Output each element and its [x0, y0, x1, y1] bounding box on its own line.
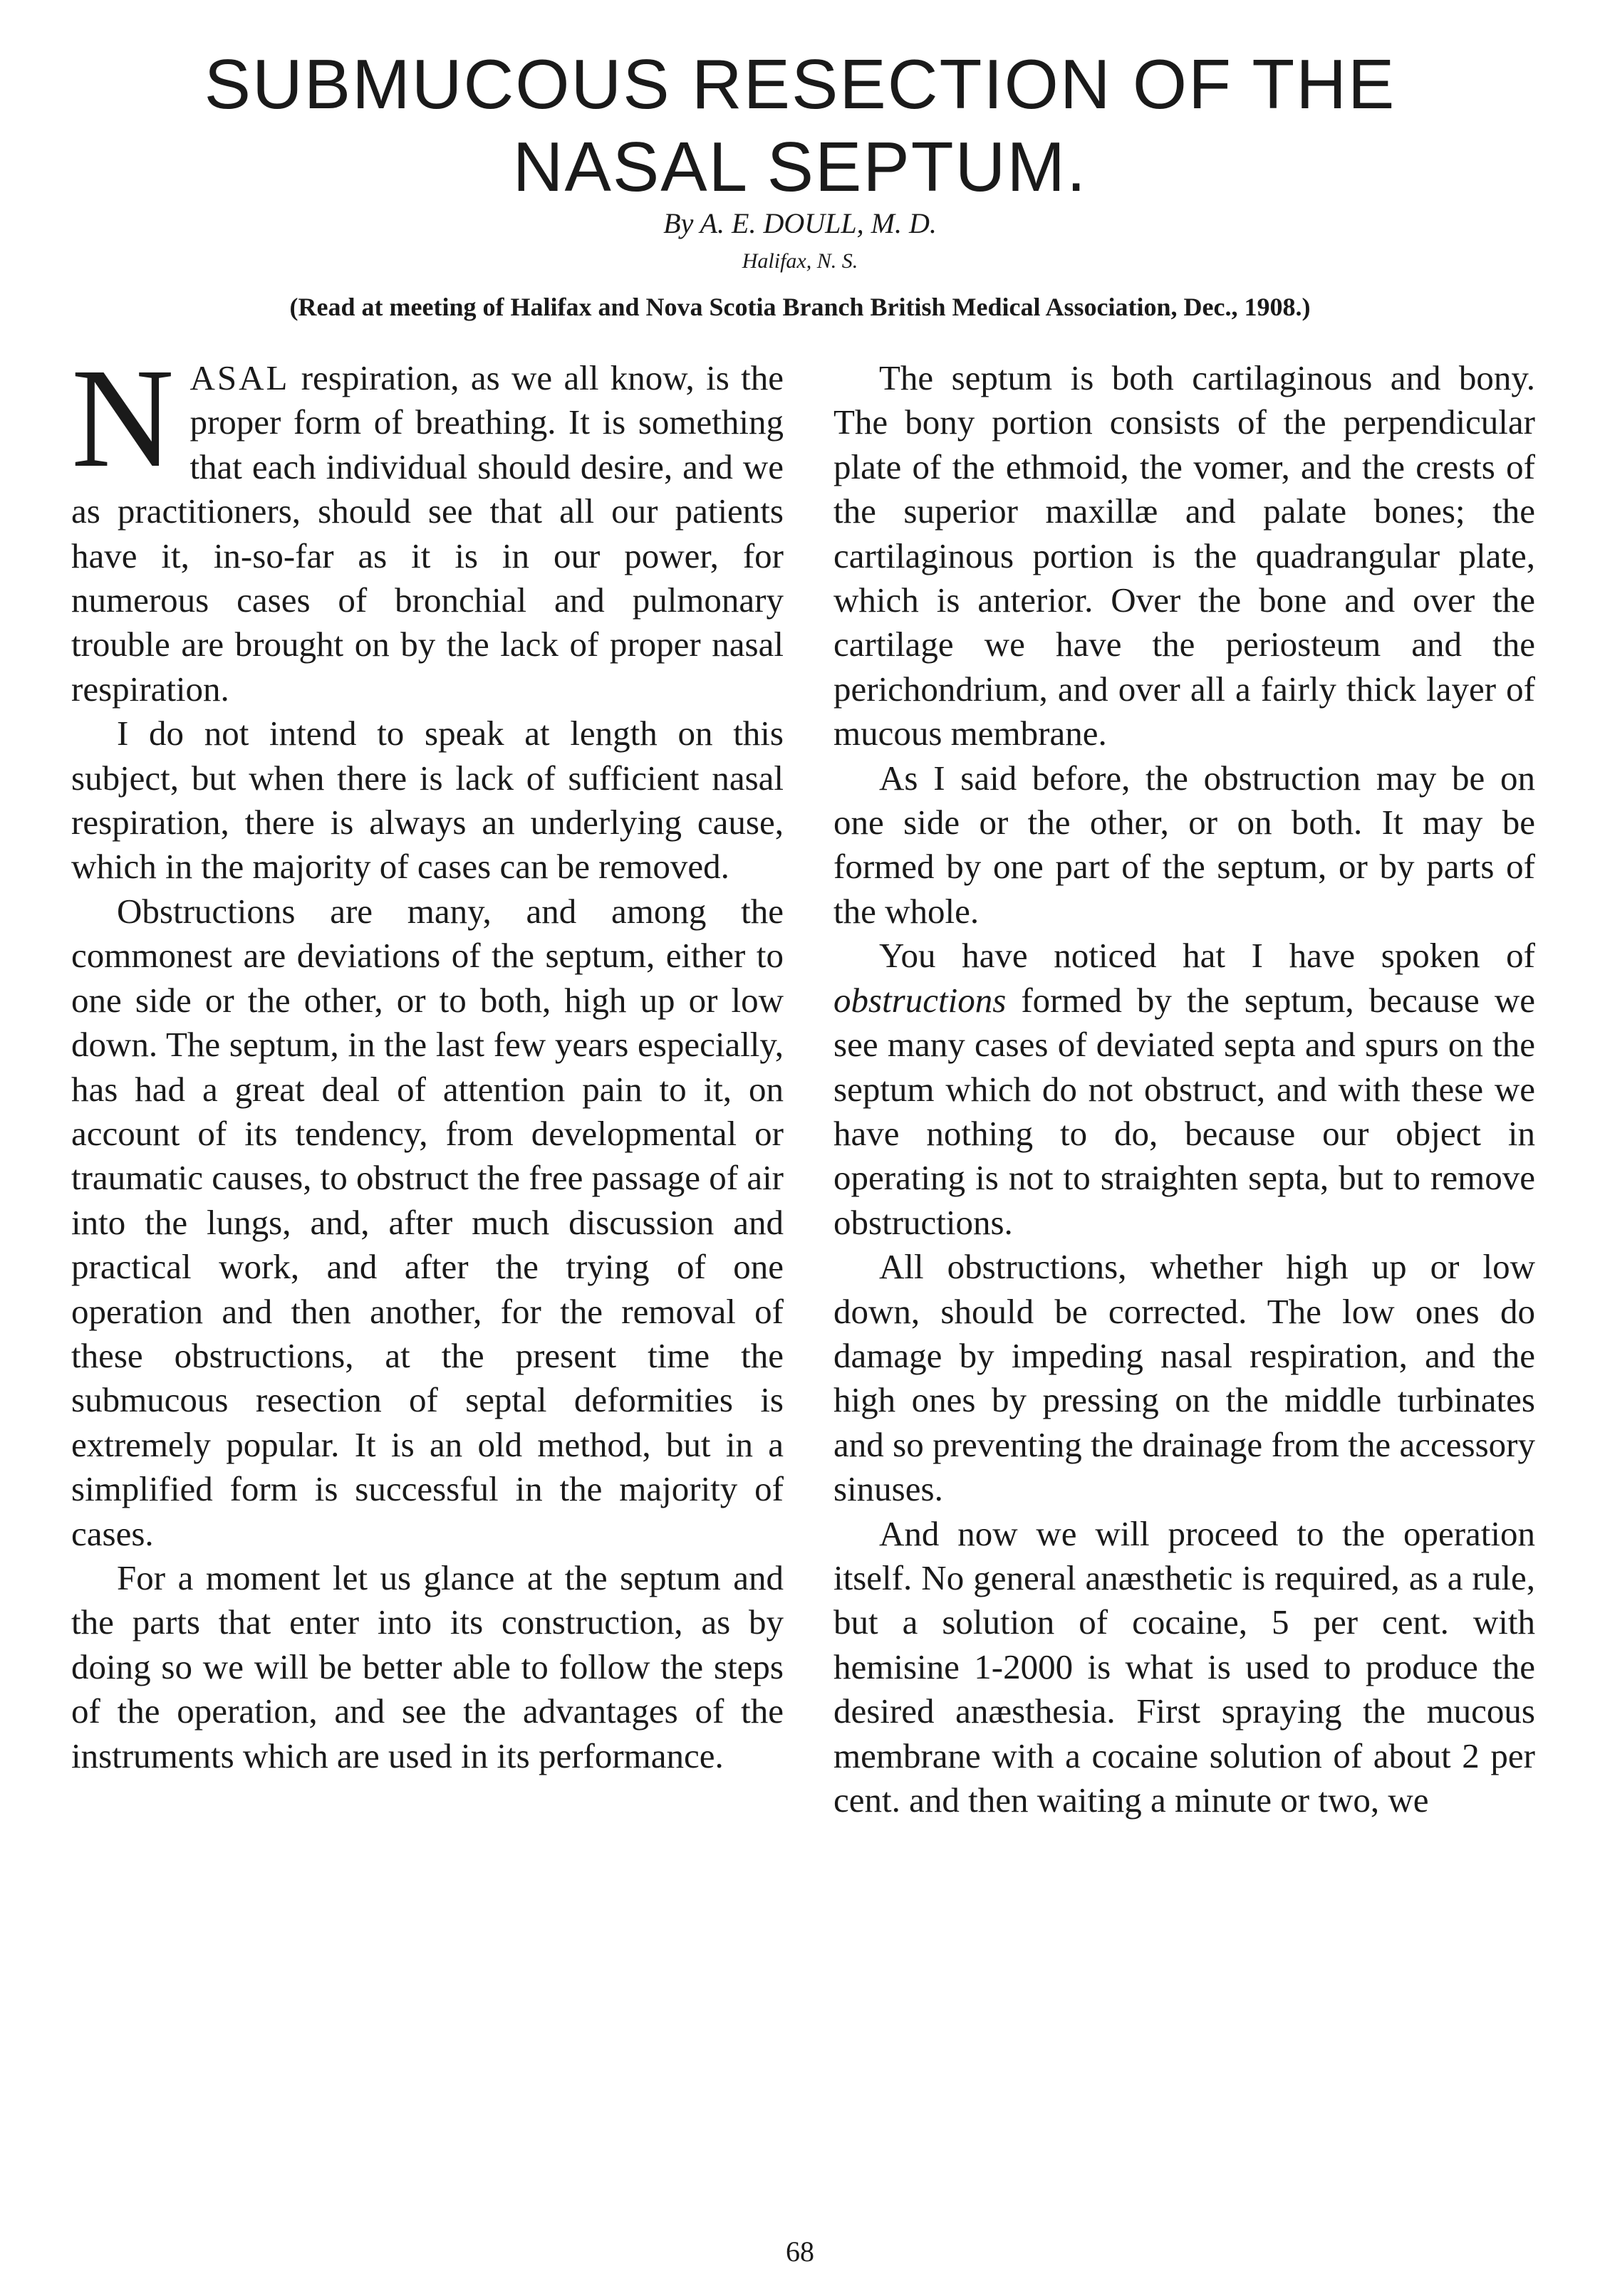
left-paragraph-3: Obstructions are many, and among the commonest are deviations of the septum, either to one side or the other, or to both, high up or low down. The septum, in the last few years especially, has had a great deal of attention pain to it, on account of its tendency, from developmental or traumatic causes, to obstruct the free passage of air into the lungs, and, after much discussion and practical work, and after the trying of one operation and then another, for the removal of these obstructions, at the present time the submucous resection of septal deformities is extremely popular. It is an old method, but in a simplified form is successful in the majority of cases.: [71, 891, 784, 1553]
drop-cap: N: [71, 340, 175, 497]
italic-obstructions: obstructions: [833, 980, 1007, 1020]
right-paragraph-4: All obstructions, whether high up or low down, should be corrected. The low ones do damage by impeding nasal respiration, and the high ones by pressing on the middle turbinates and so preventing the drainage from the accessory sinuses.: [833, 1247, 1535, 1509]
right-paragraph-2: As I said before, the obstruction may be on one side or the other, or on both. It may be formed by one part of the septum, or by parts of the whole.: [833, 758, 1535, 931]
title-line-2: NASAL SEPTUM.: [512, 127, 1088, 206]
page-number: 68: [786, 2235, 814, 2268]
right-paragraph-3-start: You have noticed hat I have spoken of: [879, 936, 1535, 976]
left-paragraph-1-text: respiration, as we all know, is the proper form of breathing. It is something that each individual should desire, and we as practitioners, should see that all our patients have it, in-so-far as it is in our power, for numerous cases of bronchial and pulmonary trouble are brought on by the lack of proper nasal respiration.: [71, 358, 784, 709]
right-paragraph-3-end: formed by the septum, because we see many cases of deviated septa and spurs on the septum which do not obstruct, and with these we have nothing to do, because our object in operating is not to straighten septa, but to remove obstructions.: [833, 980, 1535, 1242]
article-title: [0, 43, 1600, 208]
left-column: [71, 340, 784, 1778]
left-paragraph-2: I do not intend to speak at length on this subject, but when there is lack of sufficient nasal respiration, there is always an underlying cause, which in the majority of cases can be removed.: [71, 714, 784, 887]
title-line-1: SUBMUCOUS RESECTION OF THE: [204, 45, 1396, 123]
right-column: [833, 356, 1535, 1822]
first-word: ASAL: [189, 358, 290, 397]
right-paragraph-3: [833, 934, 1535, 1245]
left-paragraph-1: [71, 340, 784, 711]
author-byline: By A. E. DOULL, M. D.: [663, 207, 937, 239]
right-paragraph-1: The septum is both cartilaginous and bony. The bony portion consists of the perpendicular plate of the ethmoid, the vomer, and the crests of the superior maxillæ and palate bones; the cartilaginous portion is the quadrangular plate, which is anterior. Over the bone and over the cartilage we have the periosteum and the perichondrium, and over all a fairly thick layer of mucous membrane.: [833, 358, 1535, 753]
read-note: (Read at meeting of Halifax and Nova Scotia Branch British Medical Association, Dec., 1908.): [289, 293, 1311, 321]
author-location: Halifax, N. S.: [742, 249, 858, 273]
right-paragraph-5: And now we will proceed to the operation itself. No general anæsthetic is required, as a rule, but a solution of cocaine, 5 per cent. with hemisine 1-2000 is what is used to produce the desired anæsthesia. First spraying the mucous membrane with a cocaine solution of about 2 per cent. and then waiting a minute or two, we: [833, 1513, 1535, 1820]
left-paragraph-4: For a moment let us glance at the septum and the parts that enter into its construction, as by doing so we will be better able to follow the steps of the operation, and see the advantages of the instruments which are used in its performance.: [71, 1557, 784, 1775]
